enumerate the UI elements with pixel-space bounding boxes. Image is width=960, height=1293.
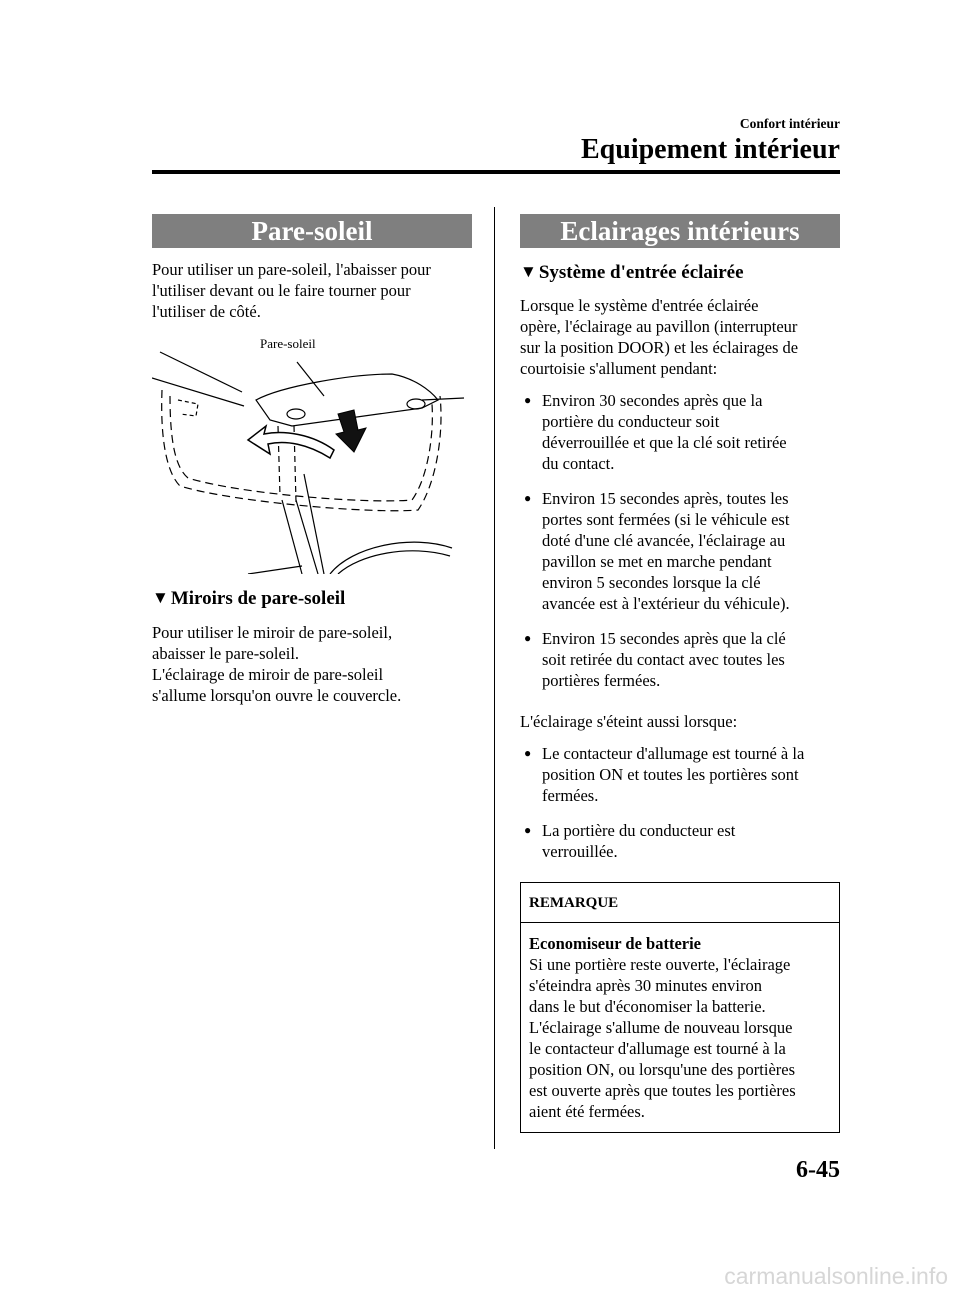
text-line: sur la position DOOR) et les éclairages de xyxy=(520,338,799,357)
text-line: verrouillée. xyxy=(542,842,618,861)
text-line: position ON, ou lorsqu'une des portières xyxy=(529,1060,796,1079)
text-line: du contact. xyxy=(542,454,615,473)
text-line: déverrouillée et que la clé soit retirée xyxy=(542,433,787,452)
text-line: L'éclairage s'allume de nouveau lorsque xyxy=(529,1018,793,1037)
interior-lights-banner: Eclairages intérieurs xyxy=(520,214,840,248)
header-rule xyxy=(152,170,840,174)
text-line: l'utiliser devant ou le faire tourner pour xyxy=(152,281,411,300)
bullet-dot-icon: ● xyxy=(524,491,532,505)
list-item xyxy=(520,390,840,474)
sun-visor-illustration xyxy=(152,334,472,574)
text-line: Environ 15 secondes après, toutes les xyxy=(542,489,789,508)
text-line: l'utiliser de côté. xyxy=(152,302,261,321)
lights-on-list xyxy=(520,390,840,691)
list-item xyxy=(520,628,840,691)
text-line: s'allume lorsqu'on ouvre le couvercle. xyxy=(152,686,402,705)
page-number: 6-45 xyxy=(796,1157,840,1183)
bullet-dot-icon: ● xyxy=(524,393,532,407)
section-name: Confort intérieur xyxy=(739,116,840,131)
watermark: carmanualsonline.info xyxy=(724,1263,948,1289)
text-line: pavillon se met en marche pendant xyxy=(542,552,772,571)
list-item xyxy=(520,488,840,614)
figure-label: Pare-soleil xyxy=(260,336,316,351)
text-line: est ouverte après que toutes les portières xyxy=(529,1081,796,1100)
column-divider xyxy=(494,207,495,1149)
list-item xyxy=(520,820,840,862)
sun-visor-banner: Pare-soleil xyxy=(152,214,472,248)
text-line: aient été fermées. xyxy=(529,1102,645,1121)
bullet-dot-icon: ● xyxy=(524,823,532,837)
sun-visor-figure xyxy=(152,334,472,574)
text-line: L'éclairage de miroir de pare-soleil xyxy=(152,665,384,684)
note-title: REMARQUE xyxy=(521,883,839,923)
mirror-subheading-text: Miroirs de pare-soleil xyxy=(170,588,346,609)
text-line: portières fermées. xyxy=(542,671,661,690)
note-heading: Economiseur de batterie xyxy=(529,934,702,953)
lights-off-intro: L'éclairage s'éteint aussi lorsque: xyxy=(520,712,738,731)
text-line: doté d'une clé avancée, l'éclairage au xyxy=(542,531,786,550)
text-line: Environ 30 secondes après que la xyxy=(542,391,763,410)
list-item xyxy=(520,743,840,806)
text-line: position ON et toutes les portières sont xyxy=(542,765,799,784)
text-line: courtoisie s'allument pendant: xyxy=(520,359,718,378)
text-line: Si une portière reste ouverte, l'éclairage xyxy=(529,955,791,974)
text-line: fermées. xyxy=(542,786,599,805)
mirror-subheading xyxy=(152,588,472,610)
sun-visor-intro xyxy=(152,259,472,322)
text-line: opère, l'éclairage au pavillon (interrupteur xyxy=(520,317,798,336)
lights-off-list xyxy=(520,743,840,862)
illuminated-entry-subheading-text: Système d'entrée éclairée xyxy=(538,262,744,283)
text-line: Le contacteur d'allumage est tourné à la xyxy=(542,744,805,763)
bullet-dot-icon: ● xyxy=(524,631,532,645)
triangle-bullet-icon: ▼ xyxy=(520,262,537,281)
left-column xyxy=(152,214,472,706)
text-line: abaisser le pare-soleil. xyxy=(152,644,300,663)
text-line: Pour utiliser un pare-soleil, l'abaisser pour xyxy=(152,260,431,279)
text-line: environ 5 secondes lorsque la clé xyxy=(542,573,761,592)
text-line: La portière du conducteur est xyxy=(542,821,736,840)
text-line: soit retirée du contact avec toutes les xyxy=(542,650,785,669)
right-column xyxy=(520,214,840,1133)
text-line: Pour utiliser le miroir de pare-soleil, xyxy=(152,623,393,642)
page-title: Equipement intérieur xyxy=(581,134,840,165)
bullet-dot-icon: ● xyxy=(524,746,532,760)
text-line: s'éteindra après 30 minutes environ xyxy=(529,976,762,995)
text-line: Environ 15 secondes après que la clé xyxy=(542,629,786,648)
illuminated-entry-intro xyxy=(520,295,840,379)
text-line: Lorsque le système d'entrée éclairée xyxy=(520,296,759,315)
note-box xyxy=(520,882,840,1133)
triangle-bullet-icon: ▼ xyxy=(152,588,169,607)
mirror-text xyxy=(152,622,472,706)
note-body xyxy=(521,923,839,1132)
text-line: portière du conducteur soit xyxy=(542,412,720,431)
text-line: le contacteur d'allumage est tourné à la xyxy=(529,1039,786,1058)
text-line: portes sont fermées (si le véhicule est xyxy=(542,510,790,529)
text-line: avancée est à l'extérieur du véhicule). xyxy=(542,594,790,613)
illuminated-entry-subheading xyxy=(520,262,840,284)
text-line: dans le but d'économiser la batterie. xyxy=(529,997,766,1016)
